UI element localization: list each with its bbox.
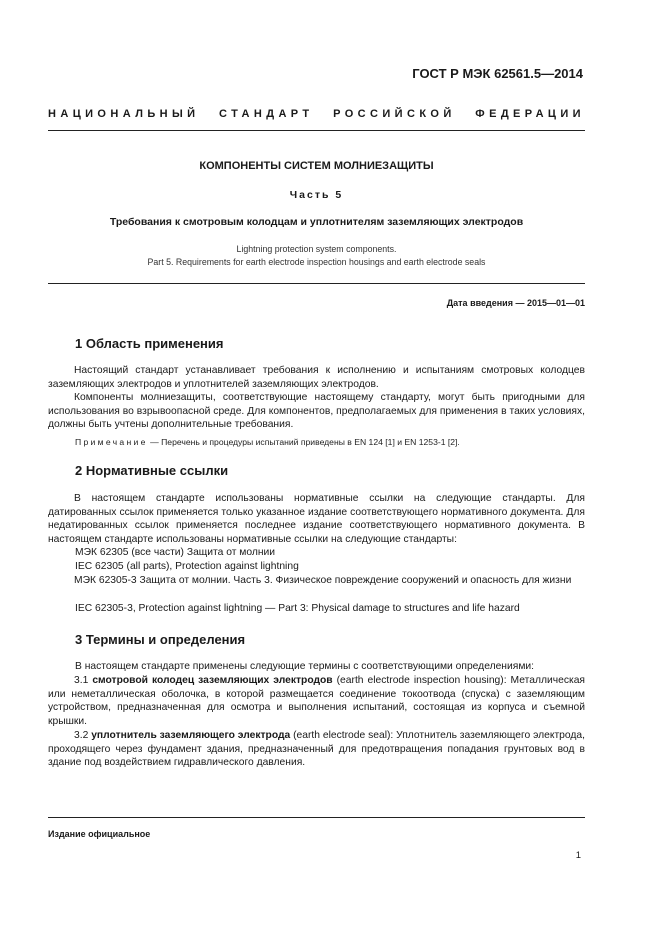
- banner-word-3: РОССИЙСКОЙ: [333, 108, 456, 120]
- term-3-1-name: смотровой колодец заземляющих электродов: [92, 675, 333, 686]
- section-1-heading: 1 Область применения: [75, 336, 224, 351]
- term-3-2-name: уплотнитель заземляющего электрода: [91, 730, 291, 741]
- section-2-paragraph: В настоящем стандарте использованы нормативные ссылки на следующие стандарты. Для датированных ссылок применяется только указанное издание соответствующего нормативного документа. Для недатированных ссылок применяется последнее издание соответствующего нормативного документа. В настоящем стандарте использованы нормативные ссылки на следующие стандарты:: [48, 493, 585, 545]
- section-1-paragraph-1: Настоящий стандарт устанавливает требования к исполнению и испытаниям смотровых колодцев заземляющих электродов и уплотнителей заземляющих электродов.: [48, 365, 585, 390]
- reference-3: МЭК 62305-3 Защита от молнии. Часть 3. Физическое повреждение сооружений и опасность для жизни: [74, 575, 572, 586]
- banner-word-1: НАЦИОНАЛЬНЫЙ: [48, 108, 200, 120]
- footer-rule: [48, 817, 585, 818]
- top-rule: [48, 130, 585, 131]
- section-1-paragraph-2: Компоненты молниезащиты, соответствующие настоящему стандарту, могут быть пригодными для использования во взрывоопасной среде. Для компонентов, предполагаемых для применения в таких условиях, должны быть учтены дополнительные требования.: [48, 392, 585, 430]
- document-code: ГОСТ Р МЭК 62561.5—2014: [412, 66, 583, 81]
- document-subtitle: Требования к смотровым колодцам и уплотнителям заземляющих электродов: [109, 216, 524, 228]
- national-standard-banner: [48, 108, 585, 120]
- section-3-heading: 3 Термины и определения: [75, 632, 246, 647]
- english-title-line-2: Part 5. Requirements for earth electrode inspection housings and earth electrode seals: [147, 257, 486, 267]
- document-title: КОМПОНЕНТЫ СИСТЕМ МОЛНИЕЗАЩИТЫ: [199, 160, 434, 172]
- english-title-line-1: Lightning protection system components.: [236, 244, 397, 254]
- term-3-2: 3.2 уплотнитель заземляющего электрода (earth electrode seal): Уплотнитель заземляющего электрода, проходящего через фундамент здания, предназначенный для предотвращения попадания грунтовых вод в здание под воздействием гидравлического давления.: [48, 730, 585, 768]
- introduction-date: Дата введения — 2015—01—01: [446, 298, 585, 308]
- banner-word-2: СТАНДАРТ: [219, 108, 314, 120]
- term-3-1: 3.1 смотровой колодец заземляющих электродов (earth electrode inspection housing): Металлическая или неметаллическая оболочка, в которой размещается соединение токоотвода (спуска) с заземляющим устройством, предназначенная для осмотра и выполнения испытаний, состоящая из корпуса и съемной крышки.: [48, 675, 586, 727]
- section-2-heading: 2 Нормативные ссылки: [75, 463, 229, 478]
- note-label: Примечание: [75, 437, 148, 447]
- banner-word-4: ФЕДЕРАЦИИ: [475, 108, 585, 120]
- reference-2: IEC 62305 (all parts), Protection against lightning: [75, 561, 299, 572]
- section-3-intro: В настоящем стандарте применены следующие термины с соответствующими определениями:: [75, 661, 535, 672]
- official-edition-label: Издание официальное: [48, 829, 151, 839]
- reference-1: МЭК 62305 (все части) Защита от молнии: [75, 547, 276, 558]
- page-number: 1: [575, 850, 581, 861]
- document-part: Часть 5: [289, 189, 344, 201]
- section-1-note: Примечание — Перечень и процедуры испытаний приведены в EN 124 [1] и EN 1253-1 [2].: [75, 437, 460, 447]
- reference-4: IEC 62305-3, Protection against lightning — Part 3: Physical damage to structures and life hazard: [75, 603, 520, 614]
- title-rule: [48, 283, 585, 284]
